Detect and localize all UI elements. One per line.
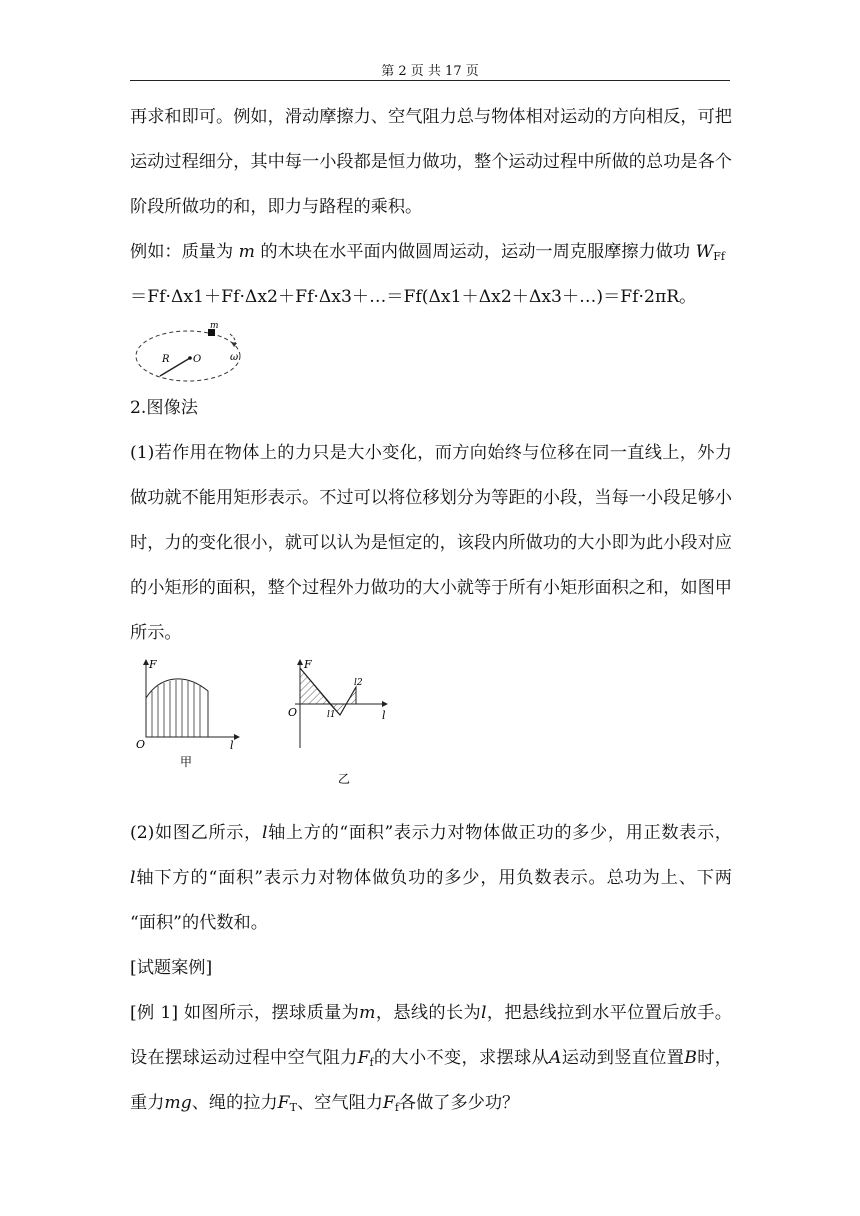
jia-origin-label: O: [136, 738, 146, 751]
ex1-text-g: 时，: [696, 1048, 732, 1068]
circle-center-label: O: [193, 354, 202, 365]
graph-yi: [288, 658, 388, 786]
jia-displacement-axis-label: l: [230, 739, 234, 752]
ex1-tension: F: [277, 1093, 290, 1113]
ex1-point-a: A: [549, 1048, 562, 1068]
ex1-text-e: 的大小不变，求摆球从: [373, 1048, 549, 1068]
circle-omega-label: ω: [230, 352, 239, 363]
ex1-friction-2-sub: f: [394, 1101, 399, 1114]
example-mid: 的木块在水平面内做圆周运动，运动一周克服摩擦力做功: [260, 242, 691, 262]
ex1-mass: m: [359, 1003, 376, 1023]
p3-text-a: (2)如图乙所示，: [130, 823, 262, 843]
yi-displacement-axis-label: l: [382, 709, 386, 722]
circle-mass-label: m: [210, 321, 219, 331]
ex1-friction-sub: f: [369, 1056, 374, 1069]
ex1-text-a: 如图所示，摆球质量为: [178, 1003, 360, 1023]
example-1-line-1: [130, 991, 732, 1036]
ex1-gravity: mg: [164, 1093, 192, 1113]
p3-text-d: 轴下方的“面积”表示力对物体做负功的多少，用负数表示。总功为上、下两: [135, 868, 732, 888]
ex1-text-j: 、空气阻力: [296, 1093, 383, 1113]
header-rule: [130, 80, 730, 81]
force-displacement-graphs: [130, 656, 400, 806]
work-subscript: Ff: [713, 250, 725, 263]
yi-l2-label: l2: [354, 678, 363, 688]
ex1-text-k: 各做了多少功？: [398, 1093, 520, 1113]
paragraph-1-line-1: 再求和即可。例如，滑动摩擦力、空气阻力总与物体相对运动的方向相反，可把: [130, 107, 732, 127]
jia-caption: 甲: [180, 755, 193, 769]
ex1-text-d: 设在摆球运动过程中空气阻力: [130, 1048, 358, 1068]
jia-force-axis-label: F: [149, 658, 157, 671]
ex1-text-i: 、绳的拉力: [191, 1093, 278, 1113]
example-1-tag: [例 1]: [130, 1003, 179, 1023]
ex1-point-b: B: [684, 1048, 697, 1068]
ex1-friction: F: [357, 1048, 370, 1068]
page-content: [130, 95, 732, 1126]
example-formula: ＝Ff·Δx1＋Ff·Δx2＋Ff·Δx3＋…＝Ff(Δx1＋Δx2＋Δx3＋…)＝Ff·2πR。: [130, 287, 697, 307]
section-2-title: 2.图像法: [130, 398, 198, 418]
ex1-tension-sub: T: [289, 1101, 297, 1114]
circular-motion-diagram: [130, 320, 260, 386]
example-1-line-3: [130, 1081, 732, 1126]
paragraph-2-line-2: 做功就不能用矩形表示。不过可以将位移划分为等距的小段，当每一小段足够小: [130, 488, 732, 508]
paragraph-3-line-2: [130, 856, 732, 901]
paragraph-2-line-1: (1)若作用在物体上的力只是大小变化，而方向始终与位移在同一直线上，外力: [130, 443, 732, 463]
example-1-line-2: [130, 1036, 732, 1081]
ex1-text-h: 重力: [130, 1093, 165, 1113]
l-symbol: l: [261, 823, 268, 843]
l-symbol-2: l: [130, 868, 136, 888]
yi-origin-label: O: [288, 706, 298, 719]
paragraph-2-line-5: 所示。: [130, 623, 182, 643]
paragraph-3-line-3: “面积”的代数和。: [130, 913, 268, 933]
page-header: 第 2 页 共 17 页: [381, 64, 479, 79]
ex1-length: l: [481, 1003, 487, 1023]
case-title: [试题案例]: [130, 958, 213, 978]
example-prefix: 例如：质量为: [130, 242, 234, 262]
example-line-1: [130, 230, 732, 275]
ex1-text-c: ，把悬线拉到水平位置后放手。: [486, 1003, 732, 1023]
circle-radius-label: R: [162, 354, 170, 365]
graph-jia: [136, 658, 240, 769]
paragraph-1-line-3: 阶段所做功的和，即力与路程的乘积。: [130, 197, 423, 217]
circular-motion-figure: [130, 320, 732, 386]
work-symbol: W: [695, 242, 714, 262]
paragraph-3-line-1: [130, 811, 732, 856]
paragraph-1-line-2: 运动过程细分，其中每一小段都是恒力做功，整个运动过程中所做的总功是各个: [130, 152, 732, 172]
mass-symbol: m: [238, 242, 255, 262]
ex1-text-f: 运动到竖直位置: [561, 1048, 685, 1068]
ex1-friction-2: F: [382, 1093, 395, 1113]
paragraph-2-line-3: 时，力的变化很小，就可以认为是恒定的，该段内所做功的大小即为此小段对应: [130, 533, 732, 553]
graphs-figure: [130, 656, 732, 811]
ex1-text-b: ，悬线的长为: [375, 1003, 482, 1023]
yi-l1-label: l1: [327, 710, 336, 720]
yi-force-axis-label: F: [304, 658, 312, 671]
p3-text-c: 轴上方的“面积”表示力对物体做正功的多少，用正数表示，: [267, 823, 732, 843]
yi-caption: 乙: [338, 772, 351, 786]
paragraph-2-line-4: 的小矩形的面积，整个过程外力做功的大小就等于所有小矩形面积之和，如图甲: [130, 578, 732, 598]
